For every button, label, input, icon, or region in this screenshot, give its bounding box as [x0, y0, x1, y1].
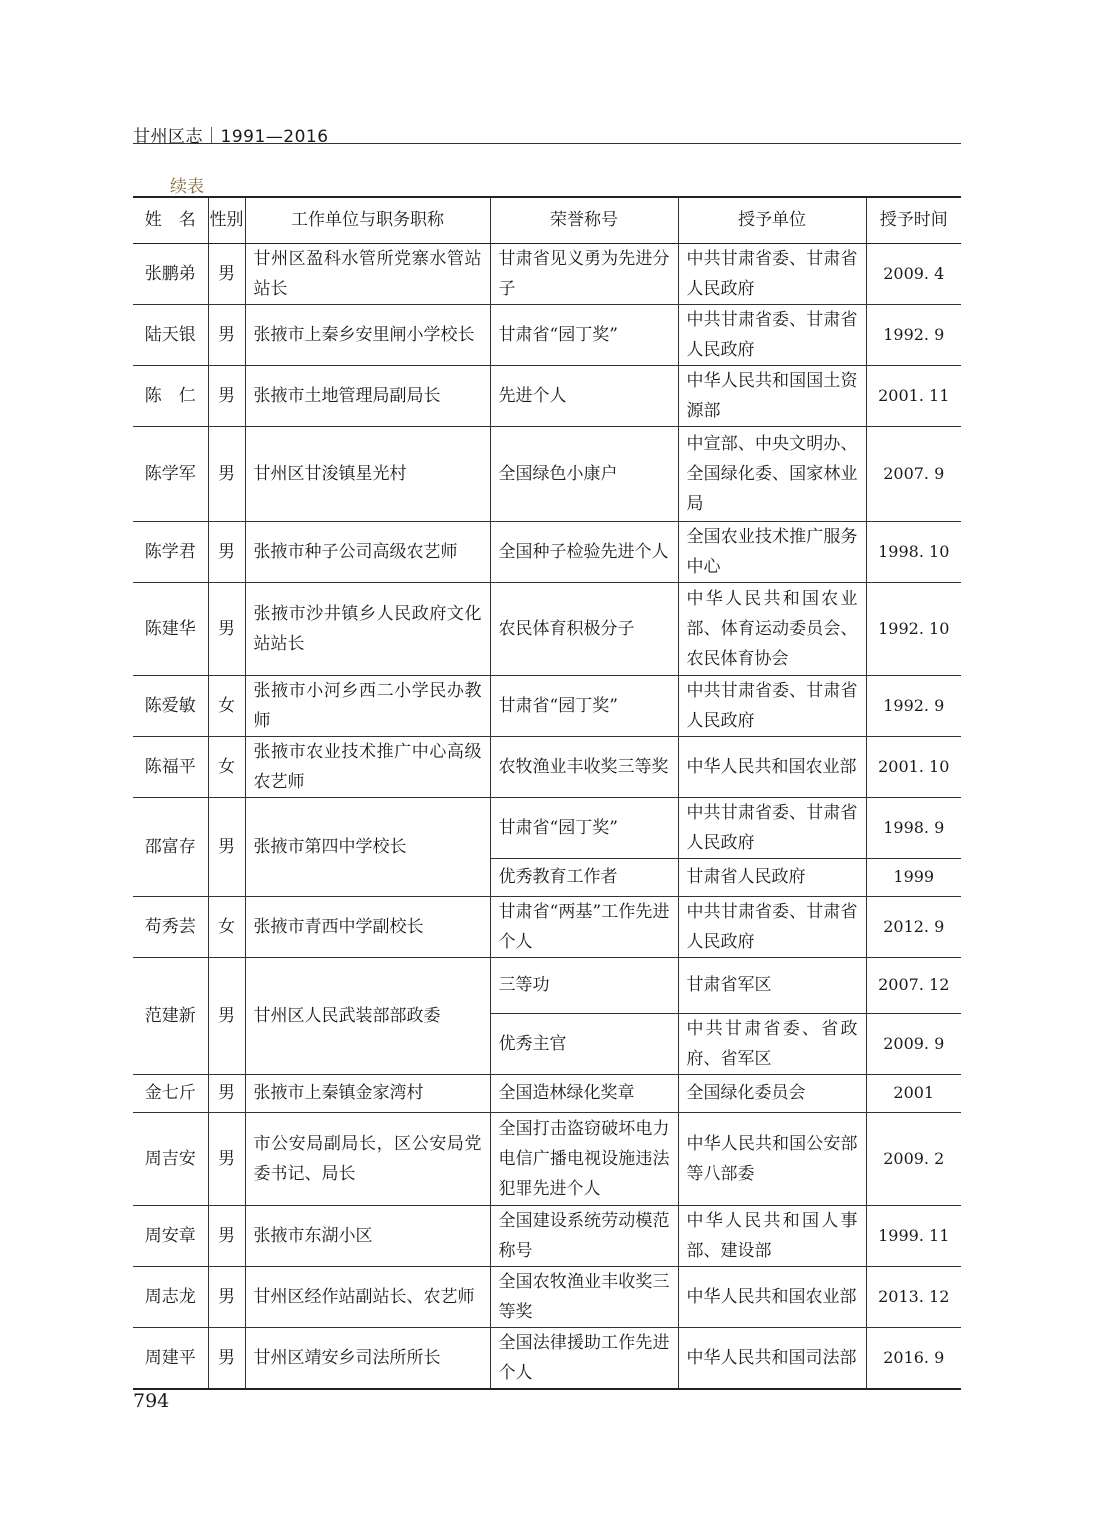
cell-honor: 优秀教育工作者 — [490, 858, 678, 896]
cell-unit: 张掖市小河乡西二小学民办教师 — [245, 675, 490, 736]
table-row — [133, 304, 961, 365]
cell-date: 2001. 11 — [866, 365, 961, 426]
column-header-gender: 性别 — [208, 197, 245, 243]
cell-unit: 甘州区经作站副站长、农艺师 — [245, 1266, 490, 1327]
cell-grantor: 中华人民共和国公安部等八部委 — [678, 1112, 866, 1205]
cell-grantor: 中共甘肃省委、甘肃省人民政府 — [678, 243, 866, 304]
cell-grantor: 全国农业技术推广服务中心 — [678, 521, 866, 582]
cell-date: 1992. 9 — [866, 675, 961, 736]
table-row — [133, 243, 961, 304]
cell-honor: 甘肃省“园丁奖” — [490, 675, 678, 736]
table-body — [133, 243, 961, 1389]
cell-unit: 甘州区靖安乡司法所所长 — [245, 1327, 490, 1389]
table-row — [133, 1112, 961, 1205]
cell-date: 2001 — [866, 1074, 961, 1112]
cell-unit: 张掖市上秦镇金家湾村 — [245, 1074, 490, 1112]
cell-grantor: 中华人民共和国农业部 — [678, 736, 866, 797]
cell-honor: 农牧渔业丰收奖三等奖 — [490, 736, 678, 797]
cell-gender: 男 — [208, 1112, 245, 1205]
cell-gender: 男 — [208, 426, 245, 521]
cell-gender: 男 — [208, 1327, 245, 1389]
cell-grantor: 甘肃省军区 — [678, 957, 866, 1013]
cell-gender: 女 — [208, 675, 245, 736]
cell-date: 2009. 4 — [866, 243, 961, 304]
cell-gender: 男 — [208, 957, 245, 1074]
cell-unit: 甘州区甘浚镇星光村 — [245, 426, 490, 521]
cell-grantor: 中华人民共和国国土资源部 — [678, 365, 866, 426]
cell-date: 2009. 2 — [866, 1112, 961, 1205]
cell-date: 1999 — [866, 858, 961, 896]
table-row — [133, 1327, 961, 1389]
cell-grantor: 甘肃省人民政府 — [678, 858, 866, 896]
cell-grantor: 中华人民共和国人事部、建设部 — [678, 1205, 866, 1266]
cell-gender: 女 — [208, 896, 245, 957]
cell-name: 周建平 — [133, 1327, 208, 1389]
cell-name: 陈 仁 — [133, 365, 208, 426]
page-number: 794 — [133, 1390, 170, 1412]
column-header-honor: 荣誉称号 — [490, 197, 678, 243]
cell-name: 周志龙 — [133, 1266, 208, 1327]
cell-honor: 甘肃省见义勇为先进分子 — [490, 243, 678, 304]
table-row — [133, 365, 961, 426]
cell-name: 陈学军 — [133, 426, 208, 521]
cell-grantor: 中共甘肃省委、甘肃省人民政府 — [678, 675, 866, 736]
table-row — [133, 957, 961, 1013]
cell-unit: 张掖市种子公司高级农艺师 — [245, 521, 490, 582]
cell-grantor: 中华人民共和国农业部、体育运动委员会、农民体育协会 — [678, 582, 866, 675]
cell-grantor: 中华人民共和国农业部 — [678, 1266, 866, 1327]
cell-unit: 市公安局副局长，区公安局党委书记、局长 — [245, 1112, 490, 1205]
column-header-name: 姓 名 — [133, 197, 208, 243]
cell-honor: 三等功 — [490, 957, 678, 1013]
cell-name: 苟秀芸 — [133, 896, 208, 957]
cell-grantor: 中共甘肃省委、省政府、省军区 — [678, 1013, 866, 1074]
table-row — [133, 1205, 961, 1266]
cell-grantor: 中共甘肃省委、甘肃省人民政府 — [678, 304, 866, 365]
cell-name: 邵富存 — [133, 797, 208, 896]
cell-date: 2009. 9 — [866, 1013, 961, 1074]
cell-honor: 优秀主官 — [490, 1013, 678, 1074]
cell-date: 2013. 12 — [866, 1266, 961, 1327]
cell-date: 2001. 10 — [866, 736, 961, 797]
cell-gender: 男 — [208, 304, 245, 365]
cell-grantor: 中共甘肃省委、甘肃省人民政府 — [678, 797, 866, 858]
cell-gender: 男 — [208, 243, 245, 304]
cell-honor: 全国造林绿化奖章 — [490, 1074, 678, 1112]
column-header-grantor: 授予单位 — [678, 197, 866, 243]
cell-date: 1999. 11 — [866, 1205, 961, 1266]
cell-date: 1992. 10 — [866, 582, 961, 675]
cell-unit: 张掖市土地管理局副局长 — [245, 365, 490, 426]
cell-grantor: 全国绿化委员会 — [678, 1074, 866, 1112]
cell-date: 2016. 9 — [866, 1327, 961, 1389]
honor-table — [133, 196, 961, 1390]
table-row — [133, 582, 961, 675]
cell-name: 陈建华 — [133, 582, 208, 675]
table-row — [133, 1266, 961, 1327]
cell-name: 陈学君 — [133, 521, 208, 582]
continued-table-label: 续表 — [170, 177, 204, 197]
cell-date: 2012. 9 — [866, 896, 961, 957]
cell-date: 1998. 10 — [866, 521, 961, 582]
table-row — [133, 675, 961, 736]
cell-gender: 男 — [208, 1266, 245, 1327]
cell-gender: 男 — [208, 797, 245, 896]
cell-date: 2007. 9 — [866, 426, 961, 521]
cell-name: 金七斤 — [133, 1074, 208, 1112]
cell-unit: 张掖市农业技术推广中心高级农艺师 — [245, 736, 490, 797]
cell-name: 周安章 — [133, 1205, 208, 1266]
cell-name: 张鹏弟 — [133, 243, 208, 304]
cell-honor: 全国绿色小康户 — [490, 426, 678, 521]
cell-unit: 张掖市第四中学校长 — [245, 797, 490, 896]
table-row — [133, 521, 961, 582]
page-header-title: 甘州区志｜1991—2016 — [133, 127, 329, 147]
cell-name: 陈福平 — [133, 736, 208, 797]
cell-grantor: 中华人民共和国司法部 — [678, 1327, 866, 1389]
table-row — [133, 896, 961, 957]
cell-honor: 农民体育积极分子 — [490, 582, 678, 675]
cell-unit: 甘州区人民武装部部政委 — [245, 957, 490, 1074]
table-row — [133, 426, 961, 521]
cell-honor: 甘肃省“园丁奖” — [490, 304, 678, 365]
cell-honor: 全国农牧渔业丰收奖三等奖 — [490, 1266, 678, 1327]
table-header-row — [133, 197, 961, 243]
column-header-unit: 工作单位与职务职称 — [245, 197, 490, 243]
cell-gender: 男 — [208, 365, 245, 426]
cell-name: 陈爱敏 — [133, 675, 208, 736]
cell-honor: 全国打击盗窃破坏电力电信广播电视设施违法犯罪先进个人 — [490, 1112, 678, 1205]
cell-honor: 全国种子检验先进个人 — [490, 521, 678, 582]
cell-honor: 全国建设系统劳动模范称号 — [490, 1205, 678, 1266]
cell-gender: 男 — [208, 521, 245, 582]
table-row — [133, 736, 961, 797]
header-rule — [133, 143, 961, 144]
cell-honor: 全国法律援助工作先进个人 — [490, 1327, 678, 1389]
cell-date: 1998. 9 — [866, 797, 961, 858]
cell-grantor: 中宣部、中央文明办、全国绿化委、国家林业局 — [678, 426, 866, 521]
cell-unit: 张掖市青西中学副校长 — [245, 896, 490, 957]
cell-gender: 男 — [208, 1074, 245, 1112]
cell-unit: 甘州区盈科水管所党寨水管站站长 — [245, 243, 490, 304]
cell-date: 1992. 9 — [866, 304, 961, 365]
cell-name: 陆天银 — [133, 304, 208, 365]
cell-date: 2007. 12 — [866, 957, 961, 1013]
cell-unit: 张掖市东湖小区 — [245, 1205, 490, 1266]
cell-honor: 先进个人 — [490, 365, 678, 426]
cell-unit: 张掖市沙井镇乡人民政府文化站站长 — [245, 582, 490, 675]
cell-unit: 张掖市上秦乡安里闸小学校长 — [245, 304, 490, 365]
table-row — [133, 1074, 961, 1112]
table-row — [133, 797, 961, 858]
column-header-date: 授予时间 — [866, 197, 961, 243]
cell-gender: 男 — [208, 1205, 245, 1266]
cell-honor: 甘肃省“园丁奖” — [490, 797, 678, 858]
cell-grantor: 中共甘肃省委、甘肃省人民政府 — [678, 896, 866, 957]
cell-honor: 甘肃省“两基”工作先进个人 — [490, 896, 678, 957]
cell-name: 周吉安 — [133, 1112, 208, 1205]
cell-gender: 女 — [208, 736, 245, 797]
cell-name: 范建新 — [133, 957, 208, 1074]
cell-gender: 男 — [208, 582, 245, 675]
